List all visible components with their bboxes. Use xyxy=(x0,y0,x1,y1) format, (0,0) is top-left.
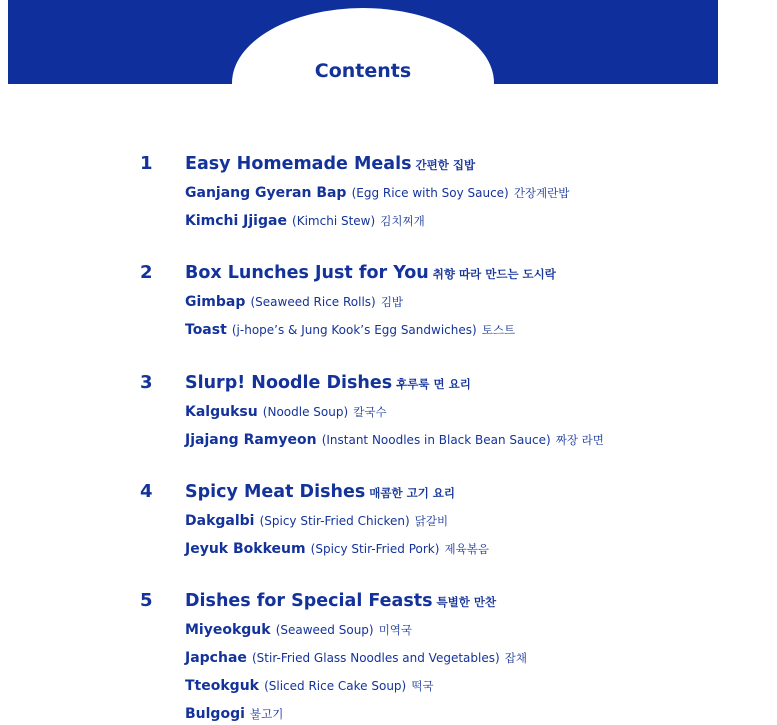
recipe-description: (Stir-Fried Glass Noodles and Vegetables) xyxy=(251,651,500,666)
header-arch xyxy=(232,8,494,158)
recipe-entry[interactable] xyxy=(185,211,425,230)
chapter-korean-title: 취향 따라 만드는 도시락 xyxy=(432,267,556,282)
recipe-korean-name: 김밥 xyxy=(380,295,404,310)
chapter-heading[interactable] xyxy=(185,370,471,397)
recipe-entry[interactable] xyxy=(185,292,403,311)
chapter-title: Dishes for Special Feasts xyxy=(185,591,433,612)
recipe-korean-name: 제육볶음 xyxy=(444,541,489,556)
recipe-korean-name: 잡채 xyxy=(504,651,527,666)
chapter-heading[interactable] xyxy=(185,151,475,178)
recipe-name: Gimbap xyxy=(185,294,246,311)
recipe-korean-name: 김치찌개 xyxy=(380,214,425,228)
chapter-korean-title: 특별한 만찬 xyxy=(436,595,497,610)
recipe-name: Jjajang Ramyeon xyxy=(185,431,317,448)
recipe-entry[interactable] xyxy=(185,320,515,339)
recipe-name: Japchae xyxy=(185,650,247,667)
recipe-entry[interactable] xyxy=(185,430,604,449)
chapter-title: Easy Homemade Meals xyxy=(185,154,412,174)
recipe-description: (Noodle Soup) xyxy=(262,404,349,419)
chapter-heading[interactable] xyxy=(185,479,455,506)
recipe-name: Toast xyxy=(185,322,227,339)
recipe-description: (Kimchi Stew) xyxy=(292,214,376,228)
recipe-name: Bulgogi xyxy=(185,706,245,723)
chapter-4 xyxy=(140,479,740,588)
chapter-5 xyxy=(140,588,740,723)
recipe-entry[interactable] xyxy=(185,183,569,202)
recipe-description: (Egg Rice with Soy Sauce) xyxy=(351,186,509,200)
recipe-description: (Sliced Rice Cake Soup) xyxy=(264,679,407,694)
recipe-entry[interactable] xyxy=(185,676,434,695)
recipe-description: (Seaweed Soup) xyxy=(275,623,374,638)
table-of-contents xyxy=(140,151,740,723)
recipe-korean-name: 미역국 xyxy=(378,623,413,638)
chapter-title: Spicy Meat Dishes xyxy=(185,481,366,502)
chapter-number: 2 xyxy=(140,262,153,284)
chapter-number: 1 xyxy=(140,153,153,174)
recipe-korean-name: 짜장 라면 xyxy=(555,432,604,447)
chapter-number: 4 xyxy=(140,480,153,502)
recipe-entry[interactable] xyxy=(185,620,412,639)
recipe-description: (Seaweed Rice Rolls) xyxy=(250,295,376,310)
recipe-name: Kalguksu xyxy=(185,403,258,420)
recipe-entry[interactable] xyxy=(185,539,489,558)
recipe-korean-name: 불고기 xyxy=(250,707,284,722)
recipe-korean-name: 떡국 xyxy=(411,679,434,694)
chapter-number: 3 xyxy=(140,371,153,393)
recipe-korean-name: 닭갈비 xyxy=(414,513,449,528)
chapter-korean-title: 매콤한 고기 요리 xyxy=(369,485,456,500)
recipe-name: Miyeokguk xyxy=(185,622,271,639)
chapter-title: Slurp! Noodle Dishes xyxy=(185,372,393,393)
recipe-description: (Spicy Stir-Fried Chicken) xyxy=(259,513,410,528)
chapter-2 xyxy=(140,260,740,369)
recipe-korean-name: 간장계란밥 xyxy=(513,186,570,200)
recipe-entry[interactable] xyxy=(185,648,527,667)
recipe-name: Kimchi Jjigae xyxy=(185,213,287,229)
chapter-number: 5 xyxy=(140,590,153,612)
chapter-heading[interactable] xyxy=(185,588,496,615)
recipe-entry[interactable] xyxy=(185,704,283,723)
recipe-description: (Instant Noodles in Black Bean Sauce) xyxy=(321,432,551,447)
recipe-name: Tteokguk xyxy=(185,678,259,695)
chapter-korean-title: 후루룩 면 요리 xyxy=(396,376,471,391)
chapter-korean-title: 간편한 집밥 xyxy=(415,158,476,172)
recipe-entry[interactable] xyxy=(185,511,448,530)
recipe-korean-name: 토스트 xyxy=(481,323,516,338)
chapter-heading[interactable] xyxy=(185,260,556,287)
recipe-name: Jeyuk Bokkeum xyxy=(185,540,306,557)
recipe-name: Dakgalbi xyxy=(185,512,255,529)
recipe-description: (Spicy Stir-Fried Pork) xyxy=(310,541,440,556)
chapter-3 xyxy=(140,370,740,479)
recipe-description: (j-hope’s & Jung Kook’s Egg Sandwiches) xyxy=(231,323,477,338)
recipe-name: Ganjang Gyeran Bap xyxy=(185,185,347,201)
chapter-1 xyxy=(140,151,740,260)
recipe-entry[interactable] xyxy=(185,402,387,421)
chapter-title: Box Lunches Just for You xyxy=(185,263,429,284)
page-title: Contents xyxy=(314,60,412,82)
recipe-korean-name: 칼국수 xyxy=(353,404,387,419)
